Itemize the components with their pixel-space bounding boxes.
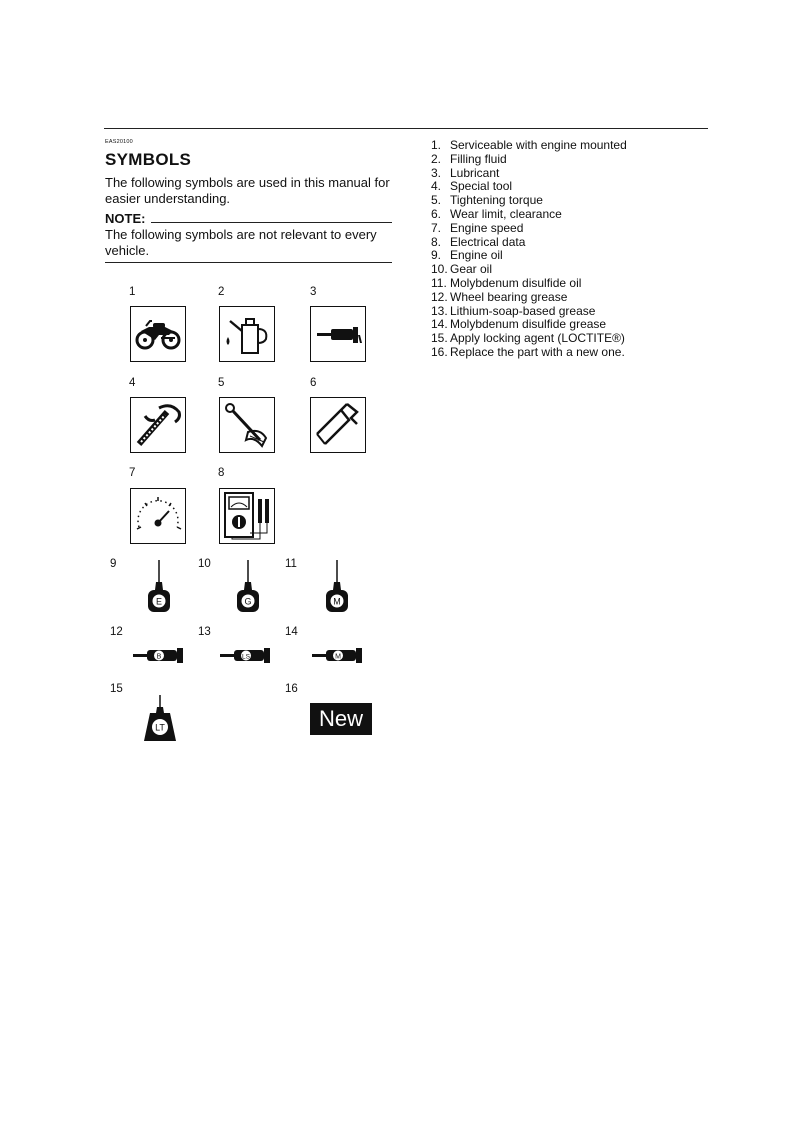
svg-text:B: B bbox=[156, 653, 162, 661]
note-label: NOTE: bbox=[105, 211, 146, 226]
page-title: SYMBOLS bbox=[105, 150, 192, 169]
note-text: The following symbols are not relevant to every vehicle. bbox=[105, 227, 377, 258]
symbol-number-13: 13 bbox=[198, 626, 211, 638]
gear-oil-icon bbox=[234, 560, 262, 616]
symbol-number-2: 2 bbox=[218, 286, 225, 298]
list-item: 2. Filling fluid bbox=[431, 151, 507, 166]
molybdenum-oil-icon bbox=[323, 560, 351, 616]
wheel-bearing-grease-icon bbox=[131, 645, 187, 667]
list-item: 10. Gear oil bbox=[431, 262, 493, 277]
list-item: 13. Lithium-soap-based grease bbox=[431, 303, 596, 318]
motorcycle-icon bbox=[130, 306, 186, 362]
symbol-number-16: 16 bbox=[285, 683, 298, 695]
oil-can-icon bbox=[219, 306, 275, 362]
svg-text:M: M bbox=[335, 653, 341, 661]
svg-text:M: M bbox=[333, 596, 341, 607]
special-tool-icon bbox=[130, 397, 186, 453]
caliper-icon bbox=[310, 397, 366, 453]
symbol-number-8: 8 bbox=[218, 467, 225, 479]
symbol-number-14: 14 bbox=[285, 626, 298, 638]
symbol-number-3: 3 bbox=[310, 286, 317, 298]
note-rule bbox=[151, 222, 392, 223]
list-item: 14. Molybdenum disulfide grease bbox=[431, 317, 607, 332]
symbol-number-1: 1 bbox=[129, 286, 136, 298]
tachometer-icon bbox=[130, 488, 186, 544]
symbol-number-15: 15 bbox=[110, 683, 123, 695]
list-item: 8. Electrical data bbox=[431, 234, 526, 249]
list-item: 9. Engine oil bbox=[431, 248, 503, 263]
symbol-number-5: 5 bbox=[218, 377, 225, 389]
list-item: 3. Lubricant bbox=[431, 165, 500, 180]
note-block bbox=[105, 210, 392, 259]
grease-gun-icon bbox=[310, 306, 366, 362]
engine-oil-icon bbox=[145, 560, 173, 616]
symbol-number-11: 11 bbox=[285, 558, 297, 570]
svg-text:G: G bbox=[244, 596, 252, 607]
torque-wrench-icon bbox=[219, 397, 275, 453]
list-item: 16. Replace the part with a new one. bbox=[431, 344, 625, 359]
svg-text:LT: LT bbox=[155, 722, 165, 733]
symbol-number-9: 9 bbox=[110, 558, 117, 570]
list-item: 1. Serviceable with engine mounted bbox=[431, 138, 627, 152]
list-item: 7. Engine speed bbox=[431, 220, 524, 235]
list-item: 15. Apply locking agent (LOCTITE®) bbox=[431, 331, 625, 346]
molybdenum-grease-icon bbox=[310, 645, 366, 667]
svg-text:LS: LS bbox=[242, 653, 250, 661]
list-item: 4. Special tool bbox=[431, 179, 513, 194]
symbol-legend-list bbox=[431, 139, 627, 360]
new-part-badge: New bbox=[310, 703, 372, 735]
intro-text: The following symbols are used in this manual for easier understanding. bbox=[105, 175, 390, 206]
note-bottom-rule bbox=[105, 262, 392, 263]
list-item: 6. Wear limit, clearance bbox=[431, 206, 562, 221]
list-item: 11. Molybdenum disulfide oil bbox=[431, 275, 582, 290]
list-item: 12. Wheel bearing grease bbox=[431, 289, 568, 304]
symbol-number-7: 7 bbox=[129, 467, 136, 479]
top-rule bbox=[104, 128, 708, 129]
multimeter-icon bbox=[219, 488, 275, 544]
lithium-grease-icon bbox=[218, 645, 274, 667]
section-code: EAS20100 bbox=[105, 139, 133, 145]
symbol-number-6: 6 bbox=[310, 377, 317, 389]
locking-agent-icon bbox=[142, 695, 178, 743]
symbol-number-10: 10 bbox=[198, 558, 211, 570]
list-item: 5. Tightening torque bbox=[431, 193, 543, 208]
svg-text:E: E bbox=[155, 596, 163, 607]
symbol-number-12: 12 bbox=[110, 626, 123, 638]
symbol-number-4: 4 bbox=[129, 377, 136, 389]
